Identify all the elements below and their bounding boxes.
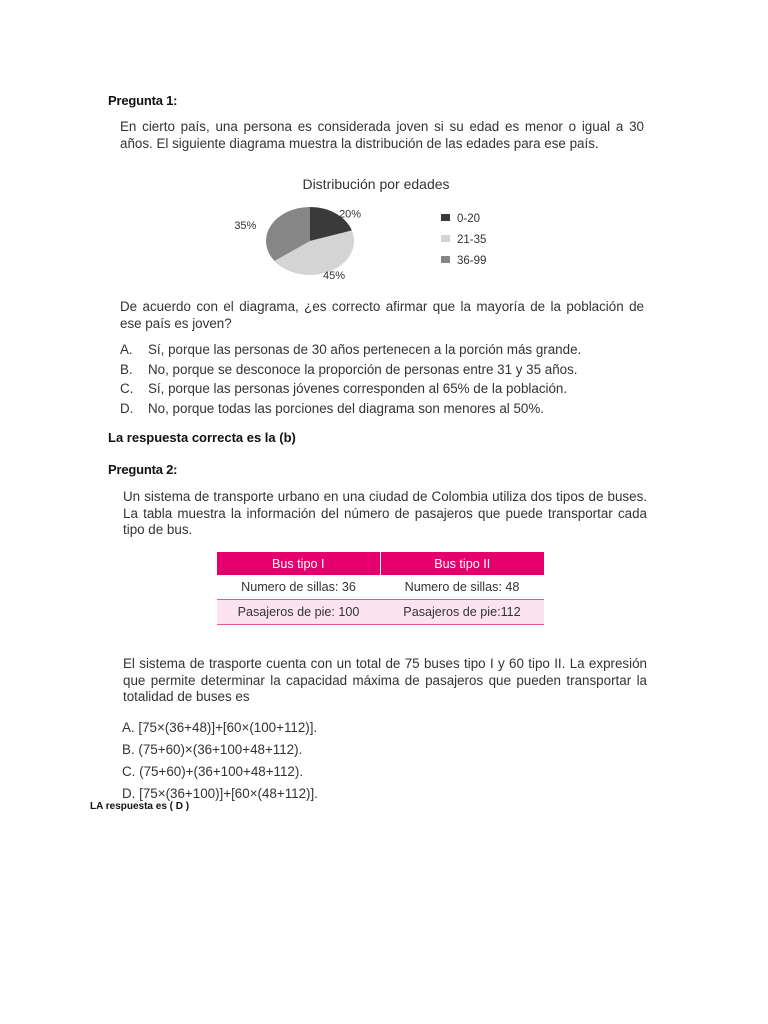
table-cell: Pasajeros de pie:112 [380,600,544,625]
q1-paragraph: En cierto país, una persona es considerada joven si su edad es menor o igual a 30 años. El siguiente diagrama muestra la distribución de las edades para ese país. [120,119,644,151]
legend-swatch-icon [441,235,450,242]
legend-item-0-20: 0-20 [441,213,486,234]
q1-question: De acuerdo con el diagrama, ¿es correcto afirmar que la mayoría de la población de ese país es joven? [120,299,644,331]
q1-options [120,340,581,418]
q1-option-b: B. No, porque se desconoce la proporción de personas entre 31 y 35 años. [120,361,578,377]
chart-title: Distribución por edades [302,176,450,192]
bus-table [217,552,544,625]
q2-option-a: A. [75×(36+48)]+[60×(100+112)]. [122,720,318,735]
q2-option-c: C. (75+60)+(36+100+48+112). [122,764,304,779]
q1-option-d: D. No, porque todas las porciones del diagrama son menores al 50%. [120,400,544,416]
pie-label-21-35: 45% [322,269,345,282]
table-cell: Pasajeros de pie: 100 [217,600,380,625]
table-row [217,600,544,625]
q2-options [122,717,318,805]
table-row [217,575,544,600]
pie-label-0-20: 20% [339,208,362,221]
legend-item-36-99: 36-99 [441,255,486,276]
legend-swatch-icon [441,256,450,263]
q2-option-b: B. (75+60)×(36+100+48+112). [122,742,303,757]
table-header-row [217,552,544,575]
q2-heading: Pregunta 2: [108,462,178,477]
q2-option-d: D. [75×(36+100)]+[60×(48+112)]. [122,786,318,801]
q2-paragraph: Un sistema de transporte urbano en una ciudad de Colombia utiliza dos tipos de buses. La tabla muestra la información del número de pasajeros que puede transportar cada tipo de bus. [123,489,647,538]
q1-option-c: C. Sí, porque las personas jóvenes corresponden al 65% de la población. [120,381,568,396]
q1-heading: Pregunta 1: [108,93,178,108]
table-cell: Numero de sillas: 36 [217,575,380,600]
chart-legend [441,213,486,276]
age-pie-chart [234,198,380,288]
q1-answer: La respuesta correcta es la (b) [108,430,296,445]
table-header-cell: Bus tipo I [217,552,380,575]
q2-answer: LA respuesta es ( D ) [90,801,190,812]
q1-option-a: A. Sí, porque las personas de 30 años pertenecen a la porción más grande. [120,342,582,357]
pie-label-36-99: 35% [234,219,257,232]
table-cell: Numero de sillas: 48 [380,575,544,600]
table-header-cell: Bus tipo II [380,552,544,575]
legend-item-21-35: 21-35 [441,234,486,255]
legend-swatch-icon [441,214,450,221]
q2-paragraph-2: El sistema de trasporte cuenta con un total de 75 buses tipo I y 60 tipo II. La expresión que permite determinar la capacidad máxima de pasajeros que pueden transportar la totalidad de buses es [123,656,647,705]
